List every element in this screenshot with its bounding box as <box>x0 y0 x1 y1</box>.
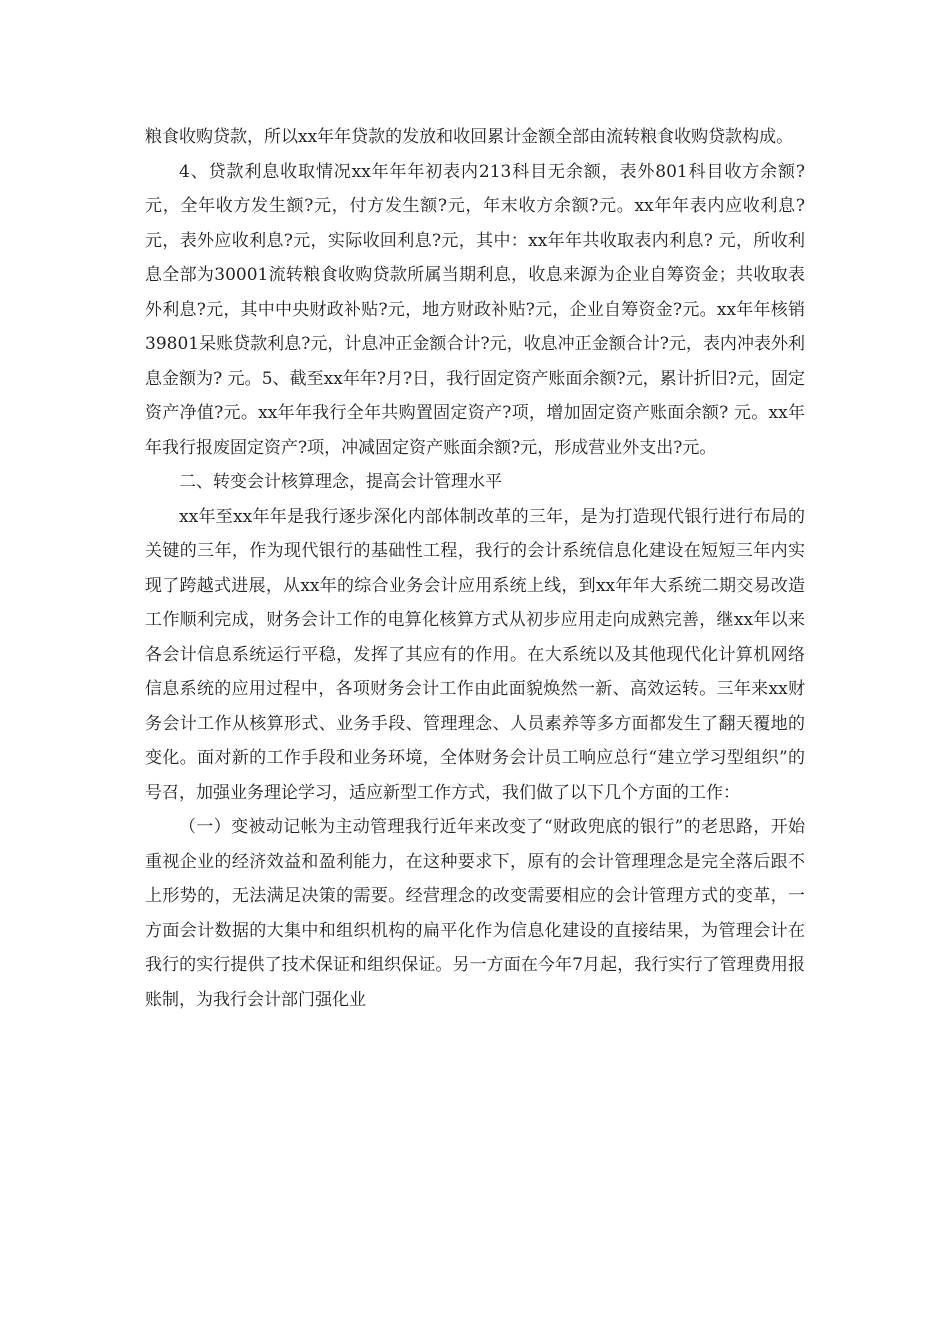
section-heading-accounting-concept: 二、转变会计核算理念，提高会计管理水平 <box>179 472 502 492</box>
paragraph-loan-composition: 粮食收购贷款，所以xx年年贷款的发放和收回累计金额全部由流转粮食收购贷款构成。 <box>145 127 794 147</box>
paragraph-system-reform: xx年至xx年年是我行逐步深化内部体制改革的三年，是为打造现代银行进行布局的关键的三年，作为现代银行的基础性工程，我行的会计系统信息化建设在短短三年内实现了跨越式进展，从xx年的综合业务会计应用系统上线，到xx年年大系统二期交易改造工作顺利完成，财务会计工作的电算化核算方式从初步应用走向成熟完善，继xx年以来各会计信息系统运行平稳，发挥了其应有的作用。在大系统以及其他现代化计算机网络信息系统的应用过程中，各项财务会计工作由此面貌焕然一新、高效运转。三年来xx财务会计工作从核算形式、业务手段、管理理念、人员素养等多方面都发生了翻天覆地的变化。面对新的工作手段和业务环境，全体财务会计员工响应总行“建立学习型组织”的号召，加强业务理论学习，适应新型工作方式，我们做了以下几个方面的工作： <box>145 506 805 803</box>
paragraph-interest-collection: 4、贷款利息收取情况xx年年年初表内213科目无余额，表外801科目收方余额?元，全年收方发生额?元，付方发生额?元，年末收方余额?元。xx年年表内应收利息?元，表外应收利息?元，实际收回利息?元，其中：xx年年共收取表内利息? 元，所收利息全部为30001流转粮食收购贷款所属当期利息，收息来源为企业自筹资金；共收取表外利息?元，其中中央财政补贴?元，地方财政补贴?元，企业自筹资金?元。xx年年核销39801呆账贷款利息?元，计息冲正金额合计?元，收息冲正金额合计?元，表内冲表外利息金额为? 元。5、截至xx年年?月?日，我行固定资产账面余额?元，累计折旧?元，固定资产净值?元。xx年年我行全年共购置固定资产?项，增加固定资产账面余额? 元。xx年年我行报废固定资产?项，冲减固定资产账面余额?元，形成营业外支出?元。 <box>145 161 805 458</box>
paragraph-active-management: （一）变被动记帐为主动管理我行近年来改变了“财政兜底的银行”的老思路，开始重视企业的经济效益和盈利能力，在这种要求下，原有的会计管理理念是完全落后跟不上形势的，无法满足决策的需要。经营理念的改变需要相应的会计管理方式的变革，一方面会计数据的大集中和组织机构的扁平化作为信息化建设的直接结果，为管理会计在我行的实行提供了技术保证和组织保证。另一方面在今年7月起，我行实行了管理费用报账制，为我行会计部门强化业 <box>145 817 805 1010</box>
document-page <box>145 120 805 1017</box>
